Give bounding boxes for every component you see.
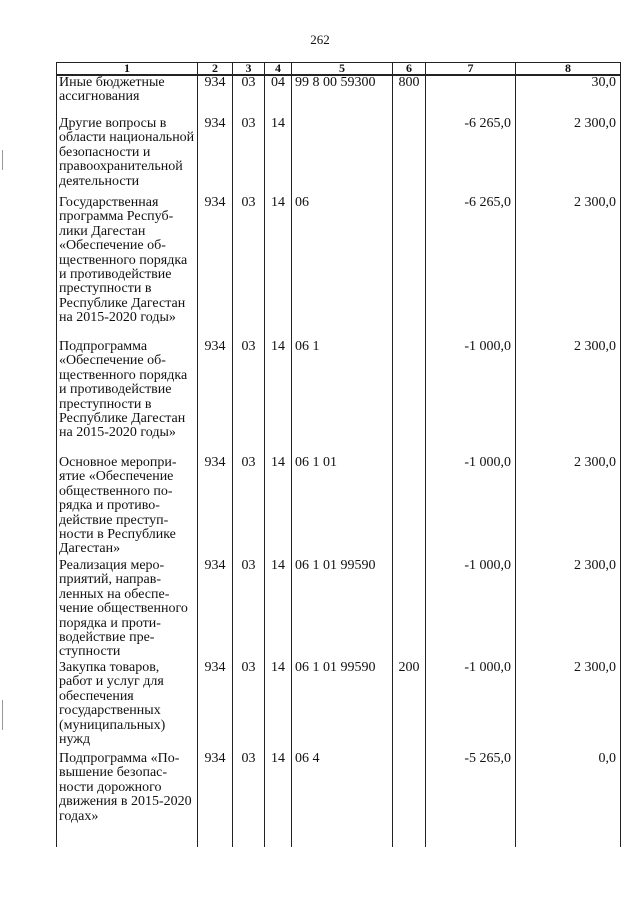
table-row — [57, 75, 621, 117]
cell-c2: 934 — [198, 661, 233, 752]
column-header: 4 — [265, 63, 292, 76]
cell-c3: 03 — [233, 340, 265, 456]
cell-c5: 06 1 01 99590 — [292, 661, 393, 752]
cell-c4: 14 — [265, 559, 292, 661]
cell-c3: 03 — [233, 752, 265, 847]
column-header: 2 — [198, 63, 233, 76]
row-name: Основное мероприятие «Обеспечение общественного порядка и противодействие преступности в Республике Дагестан» — [57, 456, 198, 559]
cell-c3: 03 — [233, 559, 265, 661]
column-header: 6 — [393, 63, 426, 76]
cell-c4: 04 — [265, 75, 292, 117]
scan-edge-mark — [2, 700, 3, 730]
cell-c6 — [393, 117, 426, 196]
column-header: 1 — [57, 63, 198, 76]
row-name: Реализация мероприятий, направленных на обеспечение общественного порядка и противодействие преступности — [57, 559, 198, 661]
cell-c4: 14 — [265, 196, 292, 340]
cell-c3: 03 — [233, 75, 265, 117]
cell-c2: 934 — [198, 75, 233, 117]
cell-c8: 2 300,0 — [516, 559, 621, 661]
cell-c6 — [393, 752, 426, 847]
table-row — [57, 661, 621, 752]
row-name: Закупка товаров, работ и услуг для обеспечения государственных (муниципальных) нужд — [57, 661, 198, 752]
cell-c6 — [393, 456, 426, 559]
row-name: Подпрограмма «Обеспечение общественного порядка и противодействие преступности в Республике Дагестан на 2015-2020 годы» — [57, 340, 198, 456]
header-row — [57, 63, 621, 76]
cell-c6: 800 — [393, 75, 426, 117]
cell-c4: 14 — [265, 340, 292, 456]
cell-c7: -1 000,0 — [426, 340, 516, 456]
column-header: 3 — [233, 63, 265, 76]
table-row — [57, 117, 621, 196]
budget-table — [56, 62, 621, 847]
cell-c6 — [393, 340, 426, 456]
cell-c4: 14 — [265, 117, 292, 196]
cell-c8: 2 300,0 — [516, 196, 621, 340]
cell-c8: 2 300,0 — [516, 661, 621, 752]
column-header: 7 — [426, 63, 516, 76]
row-name: Иные бюджетные ассигнования — [57, 75, 198, 117]
cell-c5: 06 1 01 99590 — [292, 559, 393, 661]
cell-c7: -1 000,0 — [426, 661, 516, 752]
cell-c2: 934 — [198, 117, 233, 196]
cell-c2: 934 — [198, 752, 233, 847]
cell-c2: 934 — [198, 340, 233, 456]
cell-c7 — [426, 75, 516, 117]
column-header: 8 — [516, 63, 621, 76]
cell-c4: 14 — [265, 752, 292, 847]
cell-c6: 200 — [393, 661, 426, 752]
cell-c5: 06 1 01 — [292, 456, 393, 559]
page-number: 262 — [310, 32, 330, 47]
cell-c2: 934 — [198, 456, 233, 559]
column-header: 5 — [292, 63, 393, 76]
scan-edge-mark — [2, 150, 3, 170]
table-row — [57, 752, 621, 847]
cell-c3: 03 — [233, 661, 265, 752]
cell-c7: -6 265,0 — [426, 117, 516, 196]
row-name: Подпрограмма «Повышение безопасности дорожного движения в 2015-2020 годах» — [57, 752, 198, 847]
cell-c5: 06 — [292, 196, 393, 340]
cell-c8: 2 300,0 — [516, 456, 621, 559]
table-row — [57, 196, 621, 340]
cell-c7: -1 000,0 — [426, 559, 516, 661]
cell-c8: 2 300,0 — [516, 117, 621, 196]
row-name: Другие вопросы в области национальной безопасности и правоохранительной деятельности — [57, 117, 198, 196]
cell-c4: 14 — [265, 661, 292, 752]
cell-c5: 06 4 — [292, 752, 393, 847]
cell-c5: 99 8 00 59300 — [292, 75, 393, 117]
cell-c6 — [393, 196, 426, 340]
cell-c4: 14 — [265, 456, 292, 559]
cell-c3: 03 — [233, 117, 265, 196]
cell-c5: 06 1 — [292, 340, 393, 456]
cell-c2: 934 — [198, 559, 233, 661]
cell-c6 — [393, 559, 426, 661]
table-row — [57, 456, 621, 559]
table-row — [57, 559, 621, 661]
cell-c8: 30,0 — [516, 75, 621, 117]
cell-c5 — [292, 117, 393, 196]
cell-c8: 0,0 — [516, 752, 621, 847]
cell-c8: 2 300,0 — [516, 340, 621, 456]
row-name: Государственная программа Республики Дагестан «Обеспечение общественного порядка и противодействие преступности в Республике Дагестан на 2015-2020 годы» — [57, 196, 198, 340]
cell-c7: -5 265,0 — [426, 752, 516, 847]
cell-c2: 934 — [198, 196, 233, 340]
cell-c3: 03 — [233, 456, 265, 559]
cell-c7: -1 000,0 — [426, 456, 516, 559]
cell-c3: 03 — [233, 196, 265, 340]
table-row — [57, 340, 621, 456]
cell-c7: -6 265,0 — [426, 196, 516, 340]
